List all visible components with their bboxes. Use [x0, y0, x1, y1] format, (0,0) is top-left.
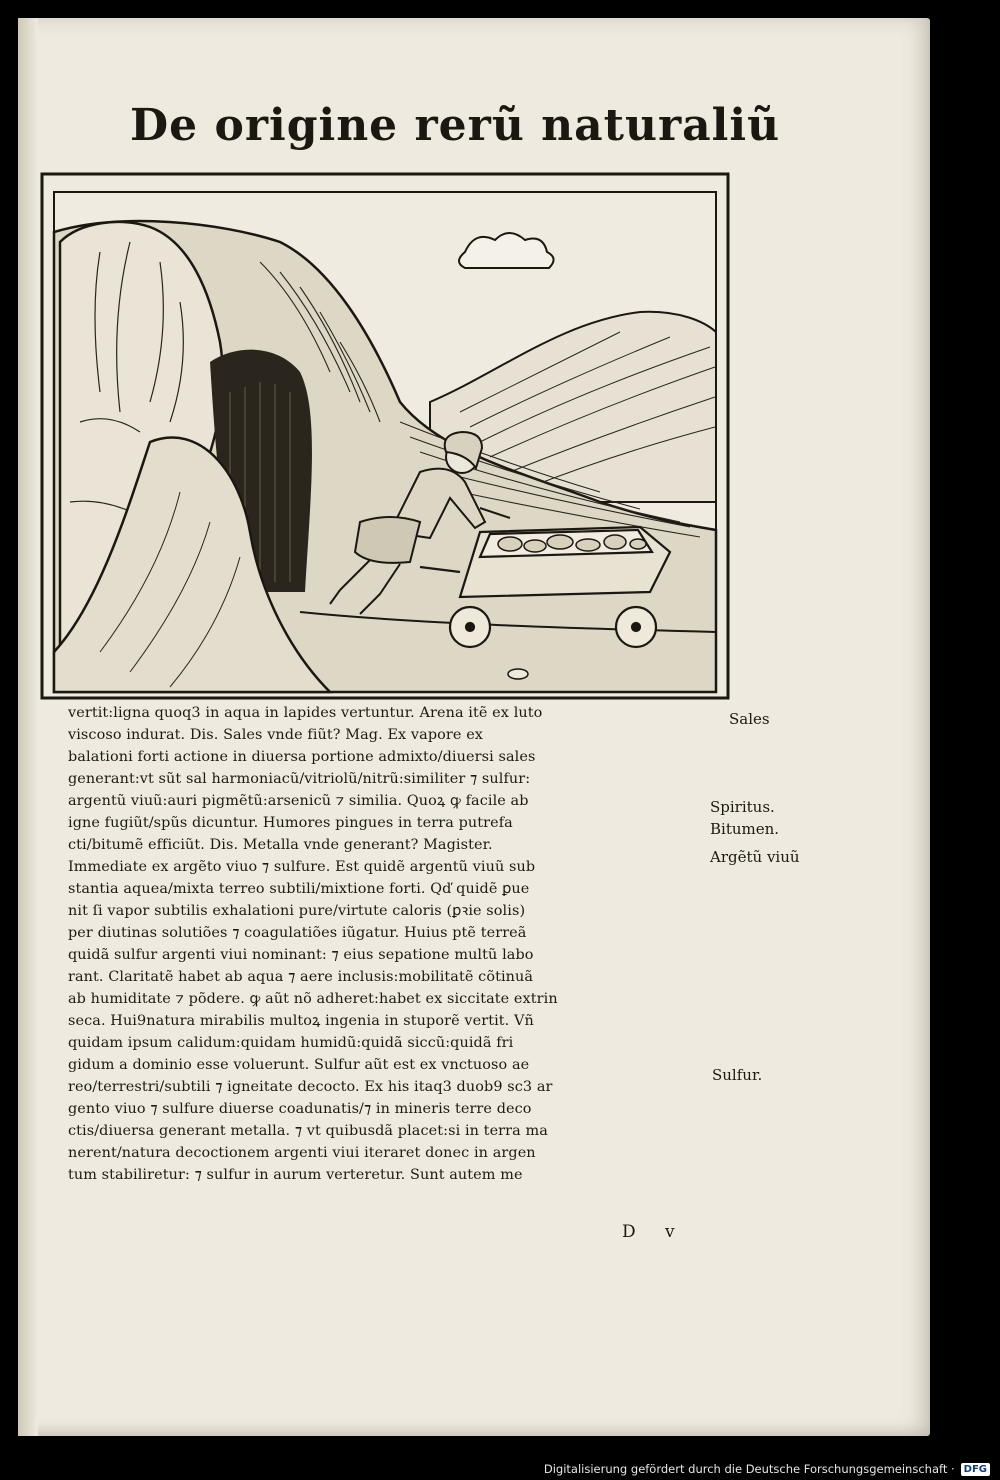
text-line: stantia aquea/mixta terreo subtili/mixtione forti. Qď quidẽ ꝑue — [68, 881, 530, 897]
text-line: cti/bitumẽ efficiũt. Dis. Metalla vnde generant? Magister. — [68, 837, 493, 853]
text-line: nit ſi vapor subtilis exhalationi pure/virtute caloris (ꝑꝛie solis) — [68, 903, 526, 919]
book-page — [18, 18, 930, 1436]
text-line: vertit:ligna quoq3 in aqua in lapides vertuntur. Arena itẽ ex luto — [68, 705, 543, 721]
text-line: gento viuo ⁊ sulfure diuerse coadunatis/⁊ in mineris terre deco — [68, 1101, 532, 1117]
text-line: rant. Claritatẽ habet ab aqua ⁊ aere inclusis:mobilitatẽ cõtinuã — [68, 969, 534, 985]
text-line: Immediate ex argẽto viuo ⁊ sulfure. Est quidẽ argentũ viuũ sub — [68, 859, 536, 875]
text-line: ctis/diuersa generant metalla. ⁊ vt quibusdã placet:si in terra ma — [68, 1123, 548, 1139]
margin-note-sulfur: Sulfur. — [712, 1066, 763, 1084]
text-line: generant:vt sũt sal harmoniacũ/vitriolũ/nitrũ:similiter ⁊ sulfur: — [68, 771, 531, 787]
footer-credit — [544, 1462, 990, 1476]
page-gutter — [18, 18, 38, 1436]
body-text — [68, 702, 738, 1186]
dfg-logo: DFG — [961, 1463, 990, 1476]
text-line: seca. Hui9natura mirabilis multoꝝ ingenia in stuporẽ vertit. Vñ — [68, 1013, 534, 1029]
margin-note-spiritus: Spiritus. — [710, 798, 775, 816]
text-line: igne fugiũt/spũs dicuntur. Humores pingues in terra putrefa — [68, 815, 513, 831]
text-line: balationi forti actione in diuersa portione admixto/diuersi sales — [68, 749, 536, 765]
woodcut-illustration — [40, 172, 730, 700]
text-line: argentũ viuũ:auri pigmẽtũ:arsenicũ ⁊ similia. Quoꝝ ꝙ facile ab — [68, 793, 529, 809]
signature-mark: D v — [622, 1222, 687, 1242]
text-line: tum stabiliretur: ⁊ sulfur in aurum verteretur. Sunt autem me — [68, 1167, 523, 1183]
text-line: ab humiditate ⁊ põdere. ꝙ aũt nõ adheret:habet ex siccitate extrin — [68, 991, 558, 1007]
text-line: quidam ipsum calidum:quidam humidũ:quidã siccũ:quidã fri — [68, 1035, 514, 1051]
text-line: viscoso indurat. Dis. Sales vnde fiũt? Mag. Ex vapore ex — [68, 727, 484, 743]
running-title: De origine rerũ naturaliũ — [130, 100, 781, 151]
margin-note-sales: Sales — [729, 710, 770, 728]
text-line: per diutinas solutiões ⁊ coagulatiões iũgatur. Huius ptẽ terreã — [68, 925, 527, 941]
text-line: quidã sulfur argenti viui nominant: ⁊ eius sepatione multũ labo — [68, 947, 534, 963]
margin-note-bitumen: Bitumen. — [710, 820, 780, 838]
text-line: reo/terrestri/subtili ⁊ igneitate decocto. Ex his itaq3 duob9 sc3 ar — [68, 1079, 553, 1095]
text-line: gidum a dominio esse voluerunt. Sulfur aũt est ex vnctuoso ae — [68, 1057, 530, 1073]
text-line: nerent/natura decoctionem argenti viui iteraret donec in argen — [68, 1145, 536, 1161]
funding-credit: Digitalisierung gefördert durch die Deutsche Forschungsgemeinschaft · — [543, 1462, 955, 1476]
margin-note-argentum: Argẽtũ viuũ — [710, 848, 800, 866]
